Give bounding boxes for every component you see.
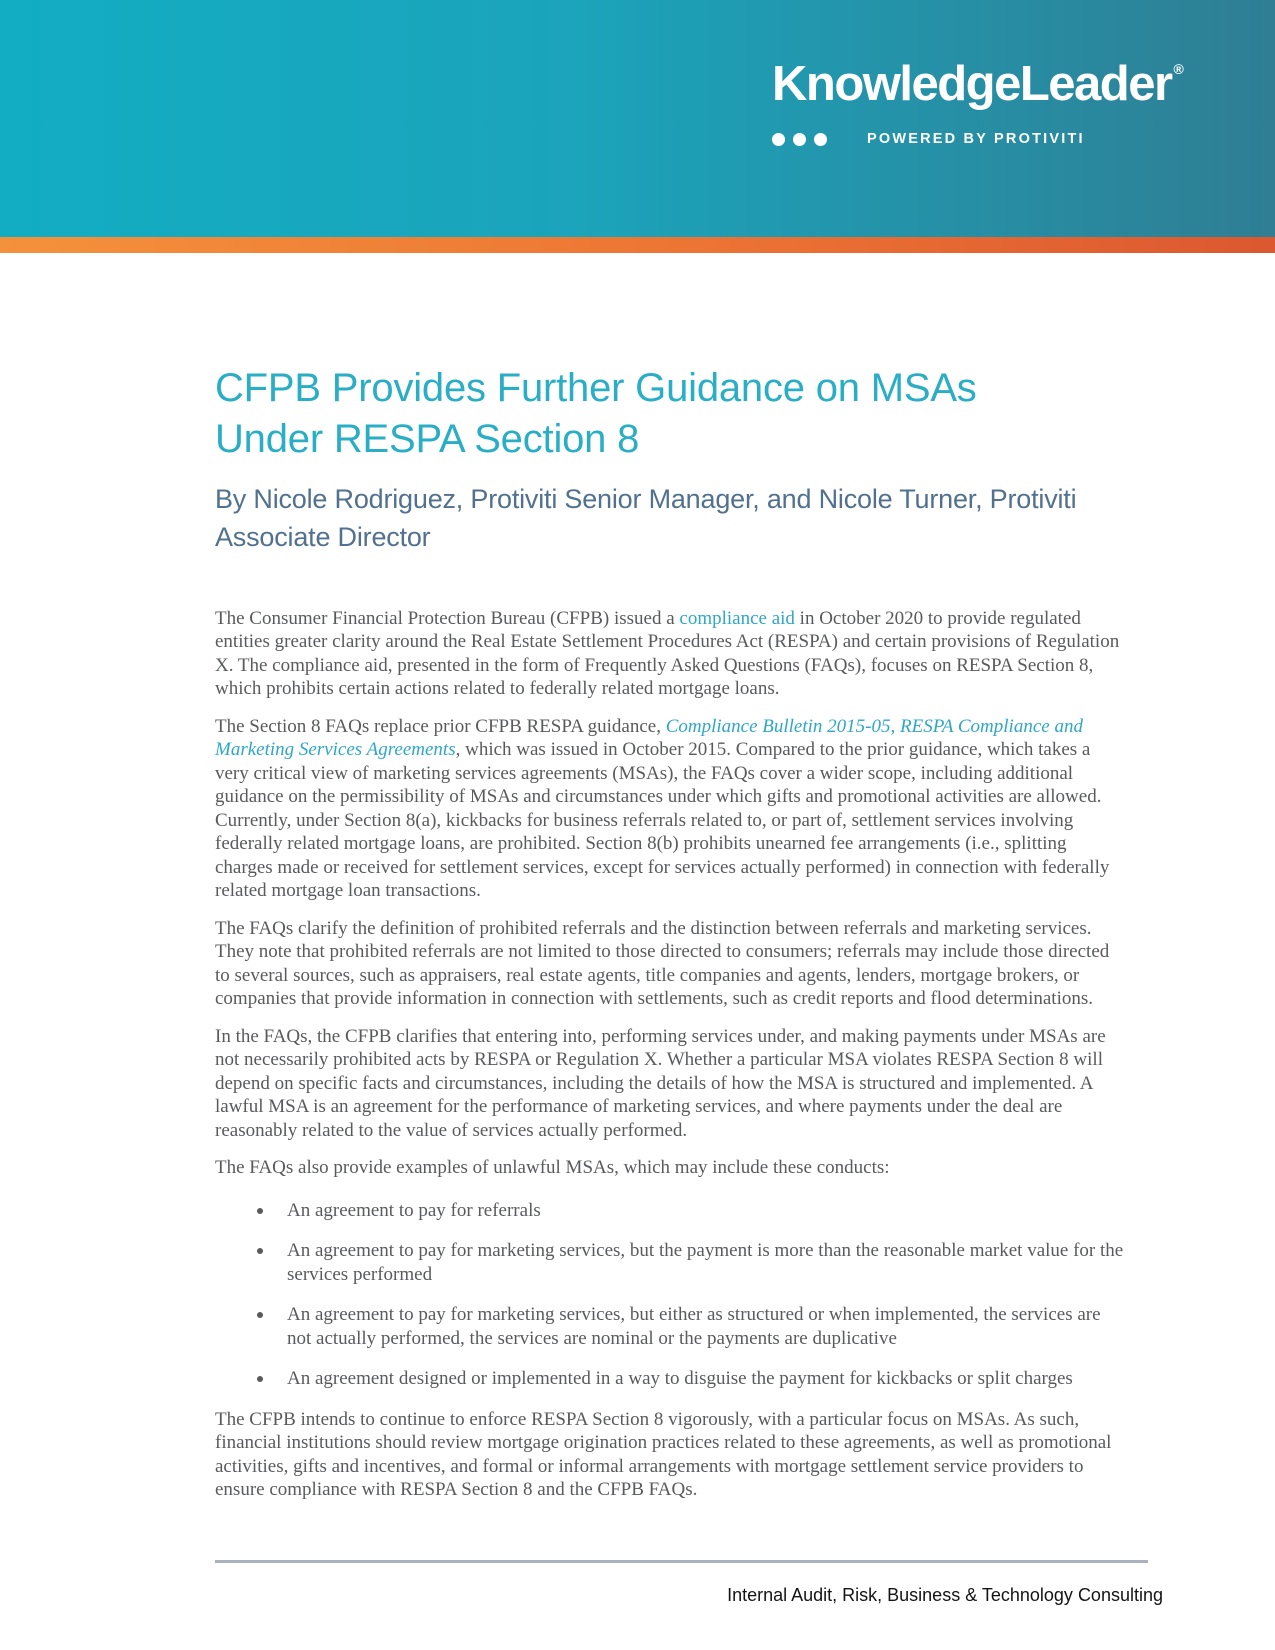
bullet-icon xyxy=(257,1248,263,1254)
logo-text: KnowledgeLeader xyxy=(772,57,1172,111)
list-item-text: An agreement to pay for marketing services, but either as structured or when implemented, the services are not actually performed, the services are nominal or the payments are duplicative xyxy=(287,1304,1101,1349)
powered-by-protiviti-label: POWERED BY PROTIVITI xyxy=(867,131,1085,147)
article-body xyxy=(215,607,1127,1502)
paragraph-unlawful-intro: The FAQs also provide examples of unlawful MSAs, which may include these conducts: xyxy=(215,1157,890,1179)
list-item xyxy=(215,1367,1127,1391)
footer-divider xyxy=(215,1560,1148,1563)
header-inner xyxy=(772,57,1184,147)
title-line-2: Under RESPA Section 8 xyxy=(215,417,640,462)
list-item xyxy=(215,1239,1127,1286)
page-title xyxy=(215,363,1155,465)
paragraph-referrals-definition: The FAQs clarify the definition of prohibited referrals and the distinction between referrals and marketing services. They note that prohibited referrals are not limited to those directed to consumers; referrals may include those directed to several sources, such as appraisers, real estate agents, title companies and agents, lenders, mortgage brokers, or companies that provide information in connection with settlements, such as credit reports and flood determinations. xyxy=(215,917,1110,1010)
brand-header xyxy=(0,0,1275,237)
article-byline xyxy=(215,481,1155,557)
footer-tagline: Internal Audit, Risk, Business & Technology Consulting xyxy=(727,1585,1163,1605)
compliance-bulletin-link[interactable]: Compliance Bulletin 2015-05, RESPA Compliance and Marketing Services Agreements xyxy=(215,715,1083,761)
title-line-1: CFPB Provides Further Guidance on MSAs xyxy=(215,366,977,410)
paragraph-text: The Consumer Financial Protection Bureau (CFPB) issued a xyxy=(215,607,680,629)
paragraph-text: The Section 8 FAQs replace prior CFPB RESPA guidance, xyxy=(215,715,666,737)
three-dots-icon xyxy=(772,133,835,146)
accent-stripe xyxy=(0,237,1275,253)
list-item xyxy=(215,1303,1127,1350)
compliance-aid-link[interactable]: compliance aid xyxy=(679,607,795,629)
dot-icon xyxy=(793,133,806,146)
bullet-icon xyxy=(257,1376,263,1382)
bullet-icon xyxy=(257,1312,263,1318)
article xyxy=(215,363,1155,1502)
tagline-row xyxy=(772,131,1182,147)
byline-line-1: By Nicole Rodriguez, Protiviti Senior Manager, and Nicole Turner, Protiviti xyxy=(215,484,1077,515)
list-item-text: An agreement to pay for referrals xyxy=(287,1199,541,1221)
paragraph-conclusion: The CFPB intends to continue to enforce RESPA Section 8 vigorously, with a particular focus on MSAs. As such, financial institutions should review mortgage origination practices related to these agreements, as well as promotional activities, gifts and incentives, and formal or informal arrangements with mortgage settlement service providers to ensure compliance with RESPA Section 8 and the CFPB FAQs. xyxy=(215,1408,1112,1501)
bullet-icon xyxy=(257,1208,263,1214)
list-item-text: An agreement designed or implemented in a way to disguise the payment for kickbacks or split charges xyxy=(287,1368,1073,1390)
paragraph-intro xyxy=(215,607,1127,701)
knowledgeleader-logo xyxy=(772,57,1184,111)
registered-trademark-icon: ® xyxy=(1173,61,1184,77)
paragraph-section8-faqs xyxy=(215,715,1127,903)
byline-line-2: Associate Director xyxy=(215,522,431,553)
list-item xyxy=(215,1199,1127,1223)
paragraph-msa-clarification: In the FAQs, the CFPB clarifies that entering into, performing services under, and making payments under MSAs are not necessarily prohibited acts by RESPA or Regulation X. Whether a particular MSA violates RESPA Section 8 will depend on specific facts and circumstances, including the details of how the MSA is structured and implemented. A lawful MSA is an agreement for the performance of marketing services, and where payments under the deal are reasonably related to the value of services actually performed. xyxy=(215,1025,1106,1141)
paragraph-text: , which was issued in October 2015. Compared to the prior guidance, which takes a very critical view of marketing services agreements (MSAs), the FAQs cover a wider scope, including additional guidance on the permissibility of MSAs and circumstances under which gifts and promotional activities are allowed. Currently, under Section 8(a), kickbacks for business referrals related to, or part of, settlement services involving federally related mortgage loans, are prohibited. Section 8(b) prohibits unearned fee arrangements (i.e., splitting charges made or received for settlement services, except for services actually performed) in connection with federally related mortgage loan transactions. xyxy=(215,739,1110,902)
unlawful-msa-list xyxy=(215,1199,1127,1391)
dot-icon xyxy=(772,133,785,146)
dot-icon xyxy=(814,133,827,146)
list-item-text: An agreement to pay for marketing services, but the payment is more than the reasonable market value for the services performed xyxy=(287,1240,1124,1285)
paragraph-text: in October 2020 to provide regulated entities greater clarity around the Real Estate Settlement Procedures Act (RESPA) and certain provisions of Regulation X. The compliance aid, presented in the form of Frequently Asked Questions (FAQs), focuses on RESPA Section 8, which prohibits certain actions related to federally related mortgage loans. xyxy=(215,607,1120,700)
